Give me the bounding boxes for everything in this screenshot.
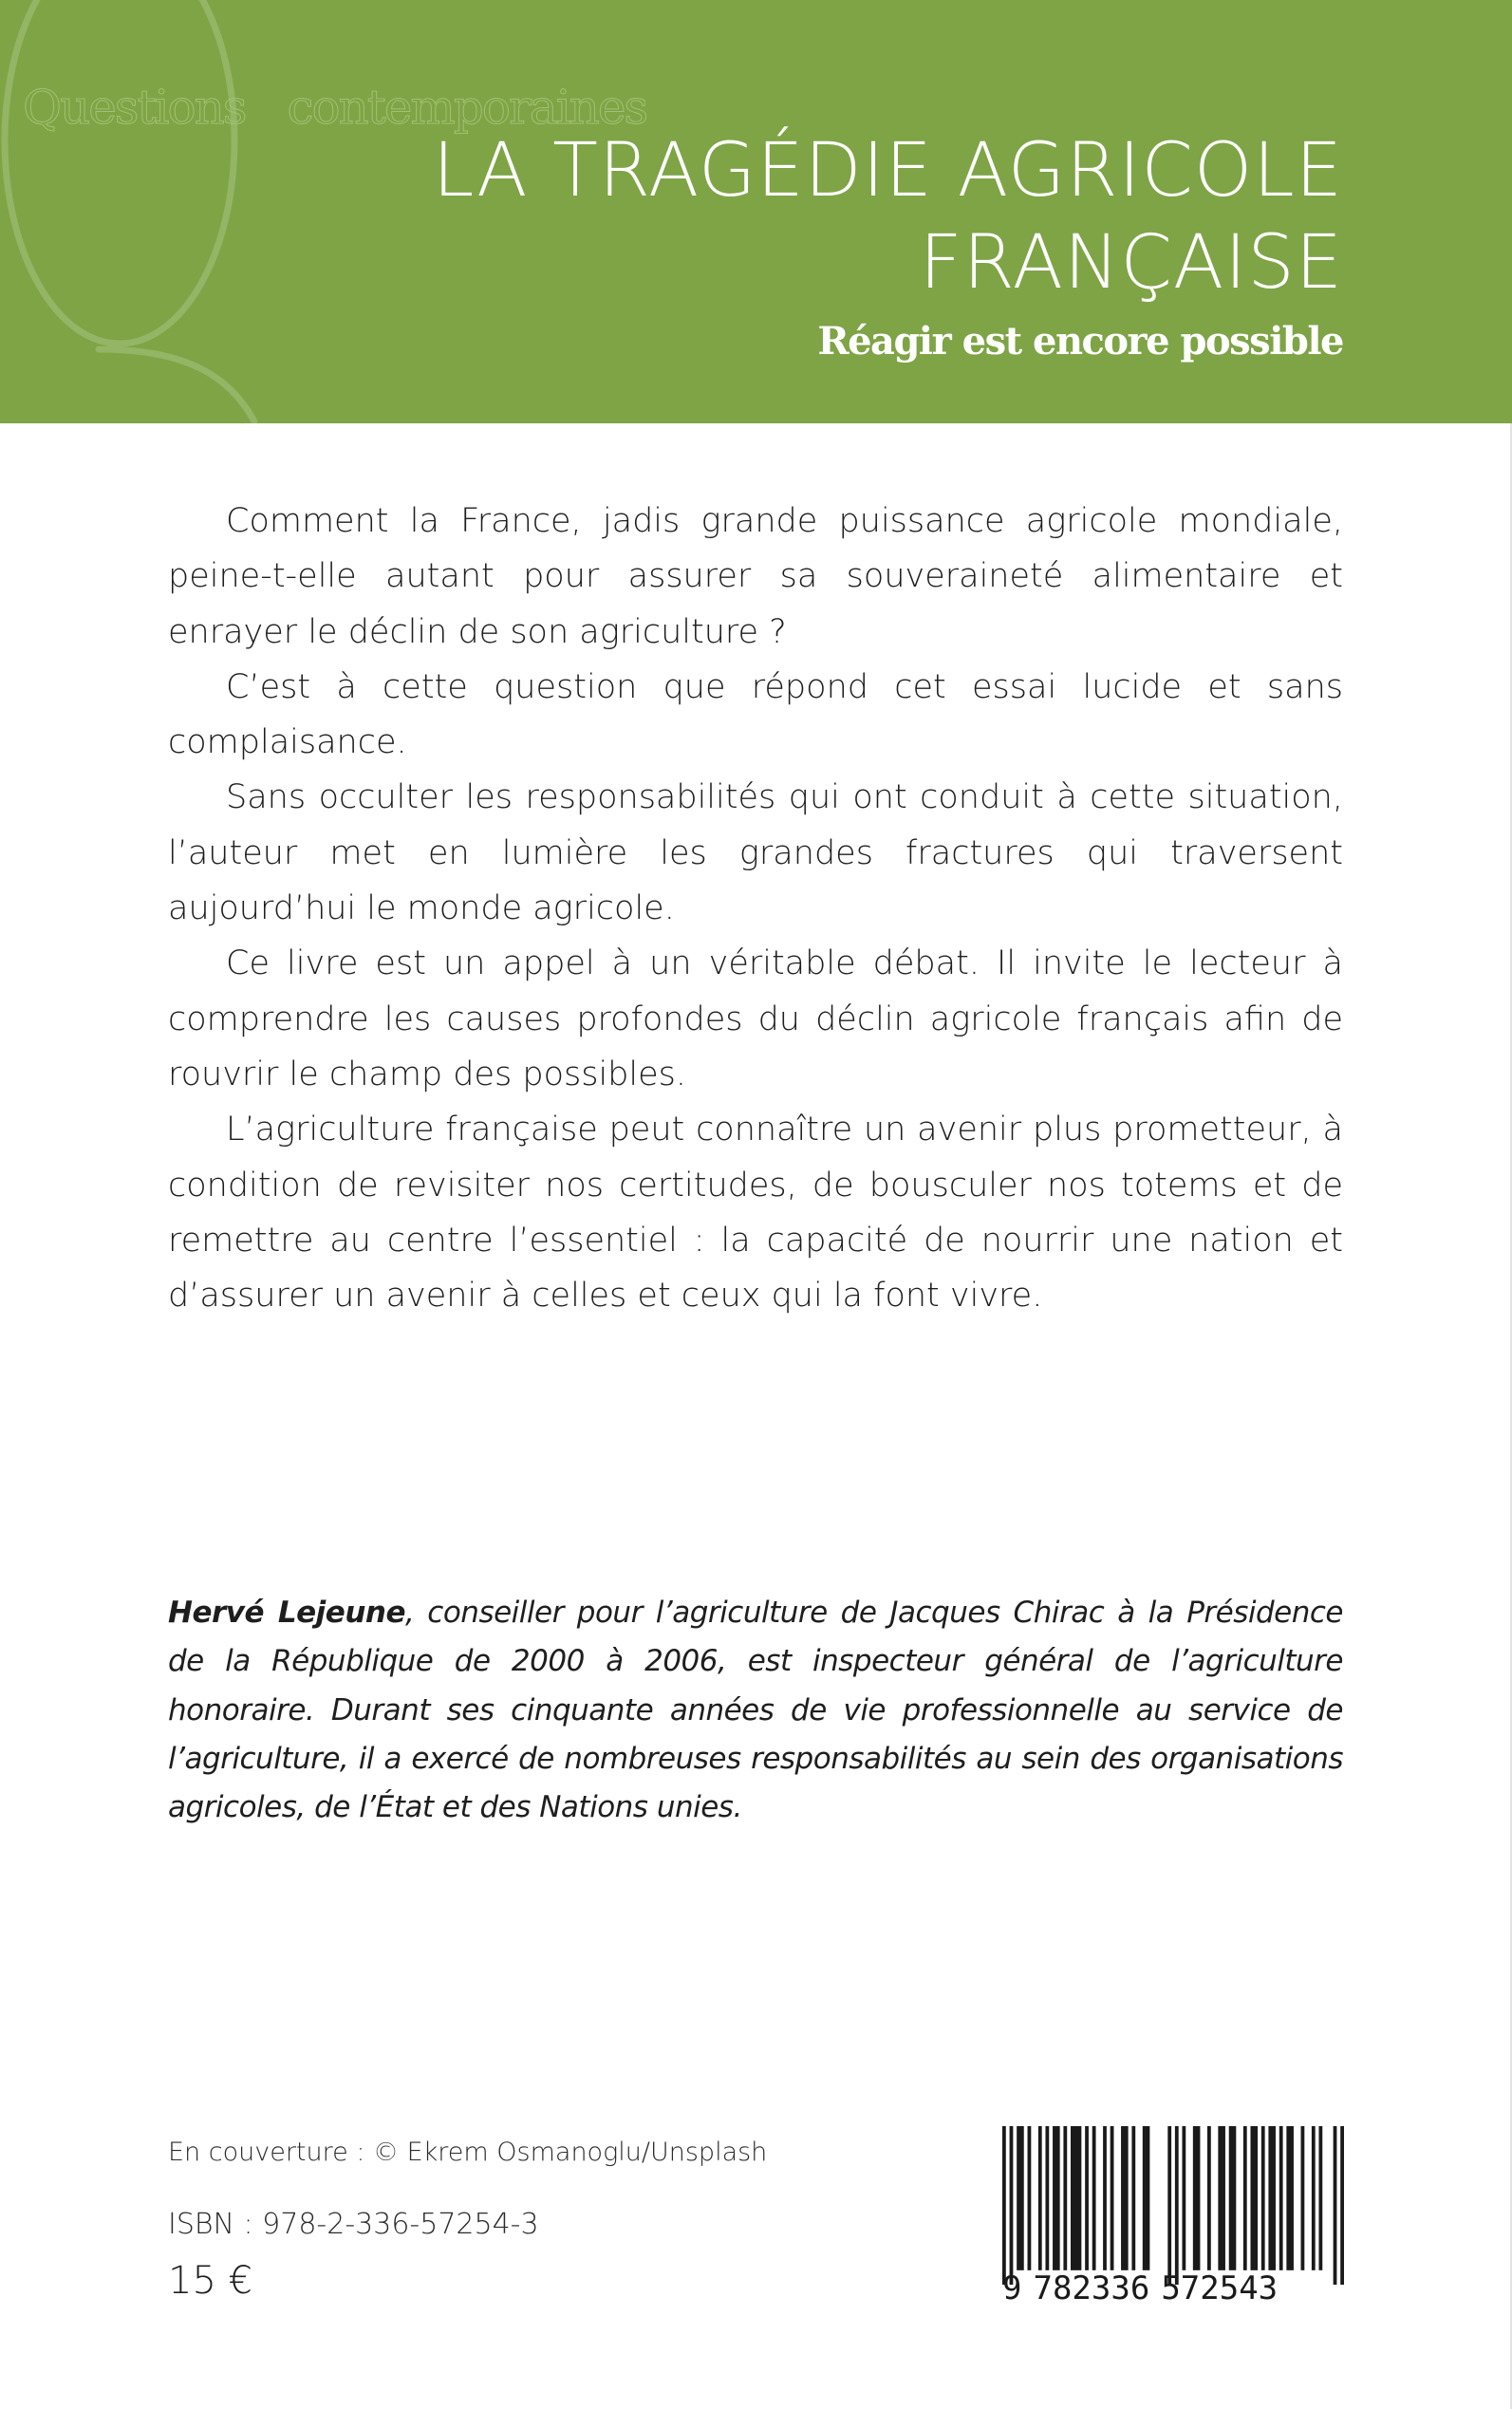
cover-photo-credit: En couverture : © Ekrem Osmanoglu/Unsplash xyxy=(168,2138,768,2167)
book-title xyxy=(433,125,1343,309)
blurb-paragraph: Sans occulter les responsabilités qui ont conduit à cette situation, l’auteur met en lumière les grandes fractures qui traversent aujourd’hui le monde agricole. xyxy=(168,778,1343,928)
author-bio-text: , conseiller pour l’agriculture de Jacques Chirac à la Présidence de la République de 2000 à 2006, est inspecteur général de l’agriculture honoraire. Durant ses cinquante années de vie professionnelle au service de l’agriculture, il a exercé de nombreuses responsabilités au sein des organisations agricoles, de l’État et des Nations unies. xyxy=(168,1596,1344,1825)
book-subtitle: Réagir est encore possible xyxy=(817,319,1343,364)
blurb-paragraph: Ce livre est un appel à un véritable débat. Il invite le lecteur à comprendre les causes profondes du déclin agricole français afin de rouvrir le champ des possibles. xyxy=(168,944,1343,1093)
book-title-line-2: FRANÇAISE xyxy=(919,220,1343,306)
author-name: Hervé Lejeune xyxy=(168,1596,405,1630)
collection-word-2: contemporaines xyxy=(287,80,647,135)
barcode-group-1: 782336 xyxy=(1033,2269,1150,2307)
collection-word-1: Questions xyxy=(23,80,246,135)
barcode-lead-digit: 9 xyxy=(1002,2269,1022,2307)
header-band xyxy=(0,0,1512,423)
blurb-paragraph: Comment la France, jadis grande puissance agricole mondiale, peine-t-elle autant pour assurer sa souveraineté alimentaire et enrayer le déclin de son agriculture ? xyxy=(168,502,1343,651)
q-letter-decoration-icon xyxy=(0,0,304,423)
author-bio xyxy=(168,1589,1343,1832)
price: 15 € xyxy=(168,2259,253,2303)
book-title-line-1: LA TRAGÉDIE AGRICOLE xyxy=(432,128,1343,214)
barcode-group-2: 572543 xyxy=(1161,2269,1279,2307)
blurb-paragraph: C’est à cette question que répond cet essai lucide et sans complaisance. xyxy=(168,667,1343,762)
blurb-text xyxy=(168,494,1343,1323)
barcode-number xyxy=(1002,2269,1278,2307)
isbn: ISBN : 978-2-336-57254-3 xyxy=(168,2208,539,2241)
blurb-paragraph: L’agriculture française peut connaître un avenir plus prometteur, à condition de revisiter nos certitudes, de bousculer nos totems et de remettre au centre l’essentiel : la capacité de nourrir une nation et d’assurer un avenir à celles et ceux qui la font vivre. xyxy=(168,1111,1343,1316)
